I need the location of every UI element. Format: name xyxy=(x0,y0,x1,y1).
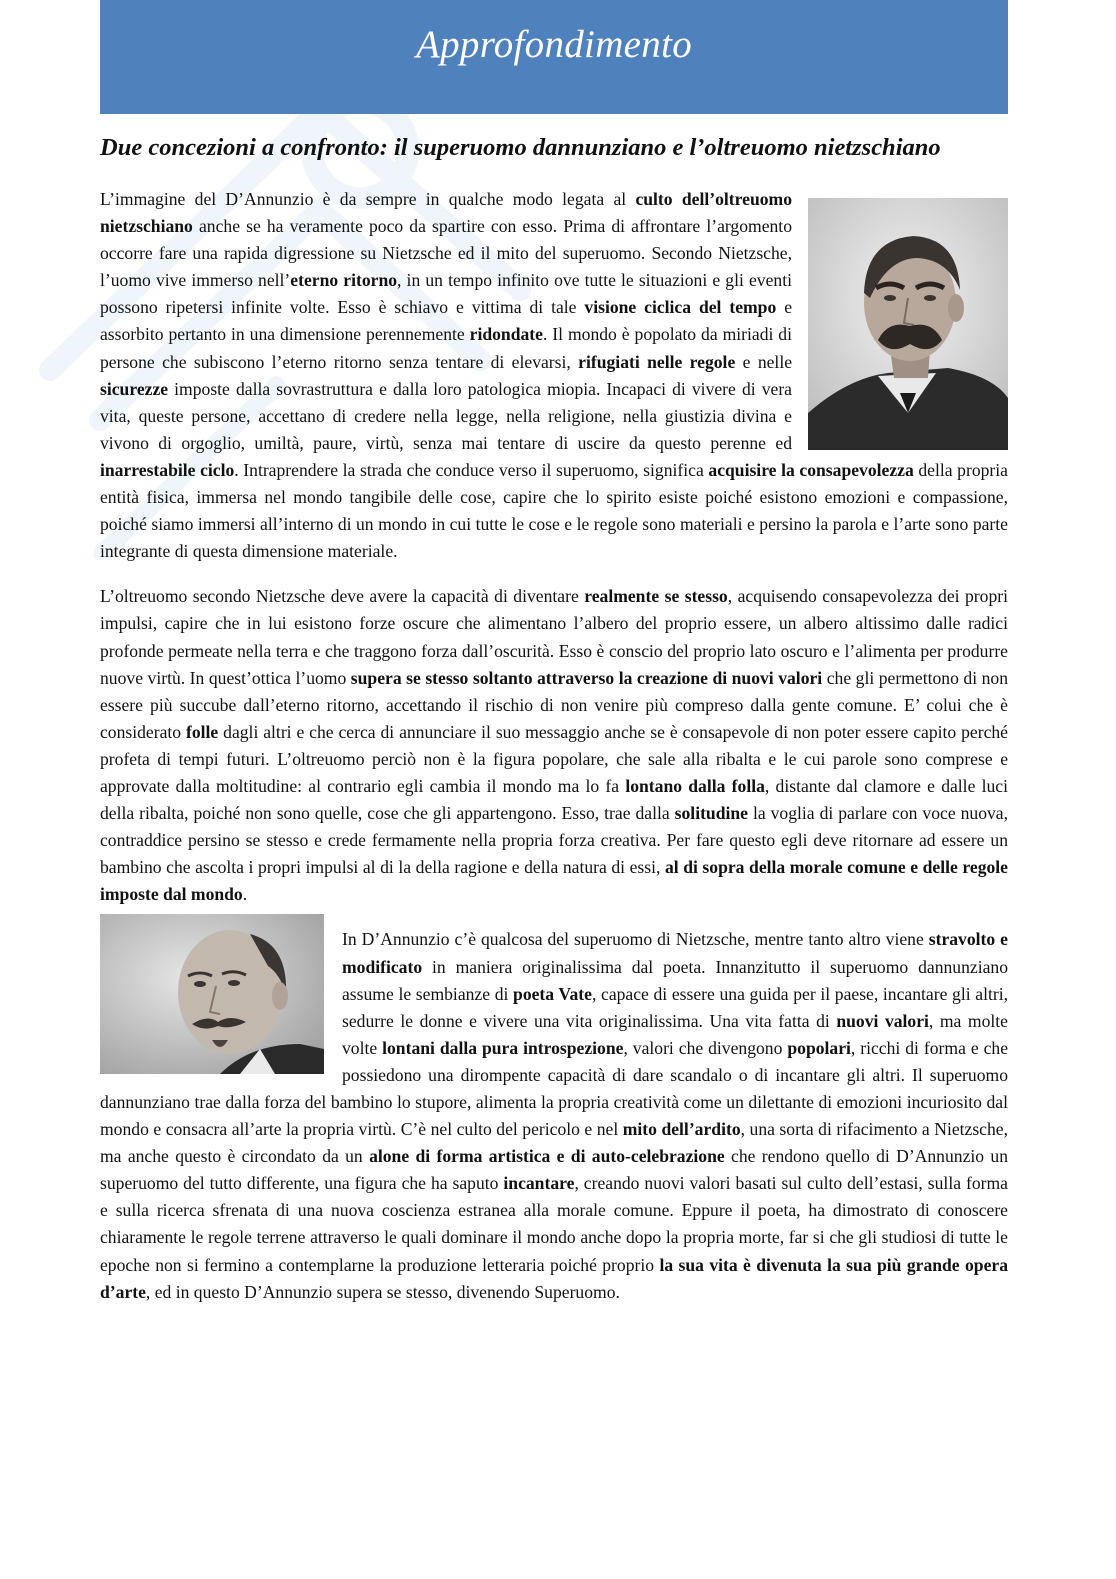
p1-text: . Il mondo è popolato da miriadi di persone che subiscono l’eterno ritorno senza tentare di elevarsi, xyxy=(100,324,792,372)
p2-text: dagli altri e che cerca di annunciare il suo messaggio anche se è consapevole di non poter essere capito perché profeta di tempi futuri. L’oltreuomo perciò non è la figura popolare, che sale alla ribalta e le cui parole sono comprese e approvate dalla moltitudine: al contrario egli cambia il mondo ma lo fa xyxy=(100,721,1008,796)
p3-text: , una sorta di rifacimento a Nietzsche, ma anche questo è circondato da un xyxy=(100,1119,1009,1167)
p1-text: imposte dalla sovrastruttura e dalla loro patologica miopia. Incapaci di vivere di vera vita, queste persone, accettano di credere nella legge, nella religione, nella giustizia divina e vivono di orgoglio, umiltà, paure, virtù, senza mai tentare di uscire da questo perenne ed xyxy=(100,378,792,453)
p3-bold: incantare xyxy=(503,1173,575,1194)
p2-bold: lontano dalla folla xyxy=(625,775,765,796)
p3-text: , creando nuovi valori basati sul culto dell’estasi, sulla forma e sulla ricerca sfrenata di una nuova coscienza estranea alla morale comune. Eppure il poeta, ha dimostrato di conoscere chiaramente le regole terrene attraverso le quali dominare il mondo anche dopo la propria morte, far si che gli studiosi di tutte le epoche non si fermino a contemplarne la produzione letteraria poiché proprio xyxy=(100,1173,1008,1275)
p3-bold: la sua vita è divenuta la sua più grande opera d’arte xyxy=(100,1254,1008,1302)
p2-bold: supera se stesso soltanto attraverso la creazione di nuovi valori xyxy=(350,667,823,688)
p3-bold: nuovi valori xyxy=(836,1010,929,1031)
p1-bold: sicurezze xyxy=(100,378,169,399)
p2-bold: realmente se stesso xyxy=(584,586,728,607)
p2-bold: folle xyxy=(186,721,219,742)
p3-text: , capace di essere una guida per il paese, incantare gli altri, sedurre le donne e vivere una vita originalissima. Una vita fatta di xyxy=(342,983,1008,1031)
portrait-nietzsche xyxy=(808,198,1008,450)
p3-text: che rendono quello di D’Annunzio un superuomo del tutto differente, una figura che ha saputo xyxy=(100,1146,1009,1194)
p2-text: , distante dal clamore e dalle luci della ribalta, poiché non sono quelle, cose che gli appartengono. Esso, trae dalla xyxy=(100,775,1009,824)
article-heading: Due concezioni a confronto: il superuomo dannunziano e l’oltreuomo nietzschiano xyxy=(100,134,941,161)
p3-text: , ricchi di forma e che possiedono una dirompente capacità di dare scandalo o di incantare gli altri. Il superuomo dannunziano trae dalla forza del bambino lo stupore, alimenta la propria creatività come un dilettante di emozioni incuriosito dal mondo e consacra all’arte la propria virtù. C’è nel culto del pericolo e nel xyxy=(100,1037,1008,1140)
p1-bold: inarrestabile ciclo xyxy=(100,459,235,480)
p2-text: la voglia di parlare con voce nuova, contraddice persino se stesso e crede fermamente nella propria forza creativa. Per fare questo egli deve ritornare ad essere un bambino che ascolta i propri impulsi al di la della ragione e della natura di essi, xyxy=(100,803,1008,878)
p1-bold: acquisire la consapevolezza xyxy=(708,459,914,480)
portrait-photo-icon xyxy=(100,914,324,1074)
p3-text: , valori che divengono xyxy=(623,1037,788,1058)
p1-text: anche se ha veramente poco da spartire con esso. Prima di affrontare l’argomento occorre fare una rapida digressione su Nietzsche ed il mito del superuomo. Secondo Nietzsche, l’uomo vive immerso nell’ xyxy=(100,216,792,291)
p1-bold: culto dell’oltreuomo nietzschiano xyxy=(100,189,792,237)
p3-bold: mito dell’ardito xyxy=(622,1119,741,1140)
p2-bold: al di sopra della morale comune e delle regole imposte dal mondo xyxy=(100,857,1008,905)
p3-bold: lontani dalla pura introspezione xyxy=(382,1037,624,1058)
p3-bold: popolari xyxy=(787,1037,851,1058)
title-banner xyxy=(100,0,1008,114)
p2-text: L’oltreuomo secondo Nietzsche deve avere la capacità di diventare xyxy=(100,586,585,607)
p3-text: , ma molte volte xyxy=(342,1010,1008,1058)
p1-bold: rifugiati nelle regole xyxy=(578,351,736,372)
p1-text: , in un tempo infinito ove tutte le situazioni e gli eventi possono ripetersi infinite volte. Esso è schiavo e vittima di tale xyxy=(100,270,792,318)
p1-text: e assorbito pertanto in una dimensione perennemente xyxy=(100,297,792,345)
p1-text: e nelle xyxy=(735,351,793,372)
p3-text: In D’Annunzio c’è qualcosa del superuomo di Nietzsche, mentre tanto altro viene xyxy=(342,929,929,950)
p2-text: che gli permettono di non essere più succube dall’eterno ritorno, accettando il rischio di non venire più compreso dalla gente comune. E’ colui che è considerato xyxy=(100,667,1008,742)
p2-text: . xyxy=(242,884,248,905)
p3-bold: poeta Vate xyxy=(513,983,592,1004)
p1-text: . Intraprendere la strada che conduce verso il superuomo, significa xyxy=(234,459,709,480)
p1-bold: eterno ritorno xyxy=(290,270,398,291)
p1-text: L’immagine del D’Annunzio è da sempre in qualche modo legata al xyxy=(100,189,636,209)
paragraph-2 xyxy=(100,583,1008,908)
p2-bold: solitudine xyxy=(674,803,748,824)
p3-text: in maniera originalissima dal poeta. Innanzitutto il superuomo dannunziano assume le sembianze di xyxy=(342,956,1008,1004)
page-title: Approfondimento xyxy=(415,23,693,66)
p2-text: , acquisendo consapevolezza dei propri impulsi, capire che in lui esistono forze oscure che alimentano l’albero del proprio essere, un albero altissimo dalle radici profonde permeate nella terra e che traggono forza dall’oscurità. Esso è conscio del proprio lato oscuro e l’alimenta per produrre nuove virtù. In quest’ottica l’uomo xyxy=(100,586,1008,688)
article-body xyxy=(100,186,1008,1306)
p1-bold: visione ciclica del tempo xyxy=(584,297,777,318)
p3-bold: alone di forma artistica e di auto-celebrazione xyxy=(369,1146,725,1167)
portrait-dannunzio xyxy=(100,914,324,1074)
p3-bold: stravolto e modificato xyxy=(342,929,1008,977)
p1-bold: ridondate xyxy=(469,324,543,345)
portrait-photo-icon xyxy=(808,198,1008,450)
p3-text: , ed in questo D’Annunzio supera se stesso, divenendo Superuomo. xyxy=(145,1281,620,1302)
p1-text: della propria entità fisica, immersa nel mondo tangibile delle cose, capire che lo spirito esiste poiché esistono emozioni e compassione, poiché siamo immersi all’interno di un mondo in cui tutte le cose e le regole sono materiali e persino la parola e l’arte sono parte integrante di questa dimensione materiale. xyxy=(100,459,1008,562)
